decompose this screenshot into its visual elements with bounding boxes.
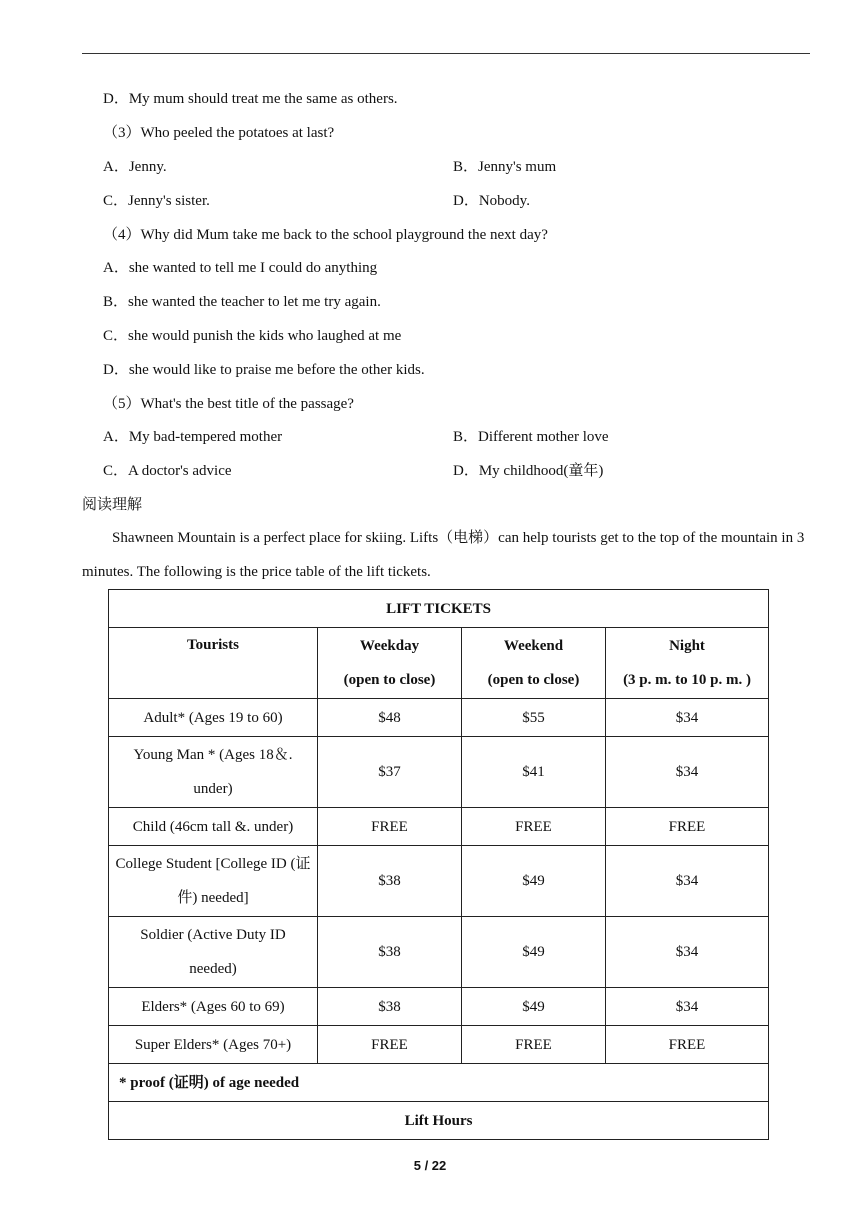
header-tourists: Tourists — [109, 628, 318, 699]
table-row — [109, 917, 769, 988]
row-weekend-price: FREE — [462, 808, 606, 846]
q3-option-d: D．Nobody. — [453, 193, 530, 209]
q3-option-c: C．Jenny's sister. — [103, 193, 210, 209]
row-weekday-price: $38 — [318, 917, 462, 988]
q5-option-b: B．Different mother love — [453, 429, 609, 445]
age-proof-note: * proof (证明) of age needed — [109, 1064, 769, 1102]
row-weekend-price: $55 — [462, 699, 606, 737]
row-weekend-price: $49 — [462, 917, 606, 988]
row-night-price: FREE — [606, 1026, 769, 1064]
row-night-price: $34 — [606, 699, 769, 737]
q4-option-a: A．she wanted to tell me I could do anything — [103, 260, 378, 276]
table-row — [109, 988, 769, 1026]
q5-option-d: D．My childhood(童年) — [453, 463, 604, 479]
row-weekday-price: $48 — [318, 699, 462, 737]
lift-hours-heading: Lift Hours — [109, 1102, 769, 1140]
header-weekday: Weekday (open to close) — [318, 628, 462, 699]
q3-question: （3）Who peeled the potatoes at last? — [103, 125, 335, 141]
header-night: Night (3 p. m. to 10 p. m. ) — [606, 628, 769, 699]
table-row — [109, 699, 769, 737]
lift-tickets-table — [108, 589, 769, 1140]
table-row — [109, 737, 769, 808]
row-weekday-price: $38 — [318, 988, 462, 1026]
row-tourist: Soldier (Active Duty ID needed) — [109, 917, 318, 988]
q2-option-d: D．My mum should treat me the same as others. — [103, 91, 398, 107]
row-weekday-price: FREE — [318, 1026, 462, 1064]
row-weekday-price: $37 — [318, 737, 462, 808]
row-tourist: Super Elders* (Ages 70+) — [109, 1026, 318, 1064]
page-number: 5 / 22 — [413, 1158, 447, 1173]
section-heading: 阅读理解 — [82, 497, 143, 513]
row-weekend-price: $49 — [462, 988, 606, 1026]
q5-option-c: C．A doctor's advice — [103, 463, 232, 479]
header-rule — [82, 53, 810, 54]
row-night-price: FREE — [606, 808, 769, 846]
q4-question: （4）Why did Mum take me back to the school playground the next day? — [103, 227, 548, 243]
q3-option-a: A．Jenny. — [103, 159, 167, 175]
row-weekend-price: $49 — [462, 846, 606, 917]
q5-option-a: A．My bad-tempered mother — [103, 429, 283, 445]
q3-option-b: B．Jenny's mum — [453, 159, 557, 175]
table-row — [109, 1026, 769, 1064]
q4-option-d: D．she would like to praise me before the other kids. — [103, 362, 425, 378]
row-weekend-price: FREE — [462, 1026, 606, 1064]
row-night-price: $34 — [606, 917, 769, 988]
row-night-price: $34 — [606, 988, 769, 1026]
table-row — [109, 846, 769, 917]
table-row — [109, 808, 769, 846]
q4-option-c: C．she would punish the kids who laughed at me — [103, 328, 402, 344]
row-tourist: Adult* (Ages 19 to 60) — [109, 699, 318, 737]
row-weekday-price: FREE — [318, 808, 462, 846]
table-title: LIFT TICKETS — [109, 590, 769, 628]
q4-option-b: B．she wanted the teacher to let me try again. — [103, 294, 381, 310]
row-weekday-price: $38 — [318, 846, 462, 917]
header-weekend: Weekend (open to close) — [462, 628, 606, 699]
q5-question: （5）What's the best title of the passage? — [103, 396, 354, 412]
row-tourist: Elders* (Ages 60 to 69) — [109, 988, 318, 1026]
row-tourist: Child (46cm tall &. under) — [109, 808, 318, 846]
row-tourist: Young Man * (Ages 18＆. under) — [109, 737, 318, 808]
row-night-price: $34 — [606, 737, 769, 808]
row-night-price: $34 — [606, 846, 769, 917]
row-tourist: College Student [College ID (证件) needed] — [109, 846, 318, 917]
row-weekend-price: $41 — [462, 737, 606, 808]
intro-paragraph: Shawneen Mountain is a perfect place for skiing. Lifts（电梯）can help tourists get to the top of the mountain in 3 minutes. The following is the price table of the lift tickets. — [82, 530, 805, 580]
